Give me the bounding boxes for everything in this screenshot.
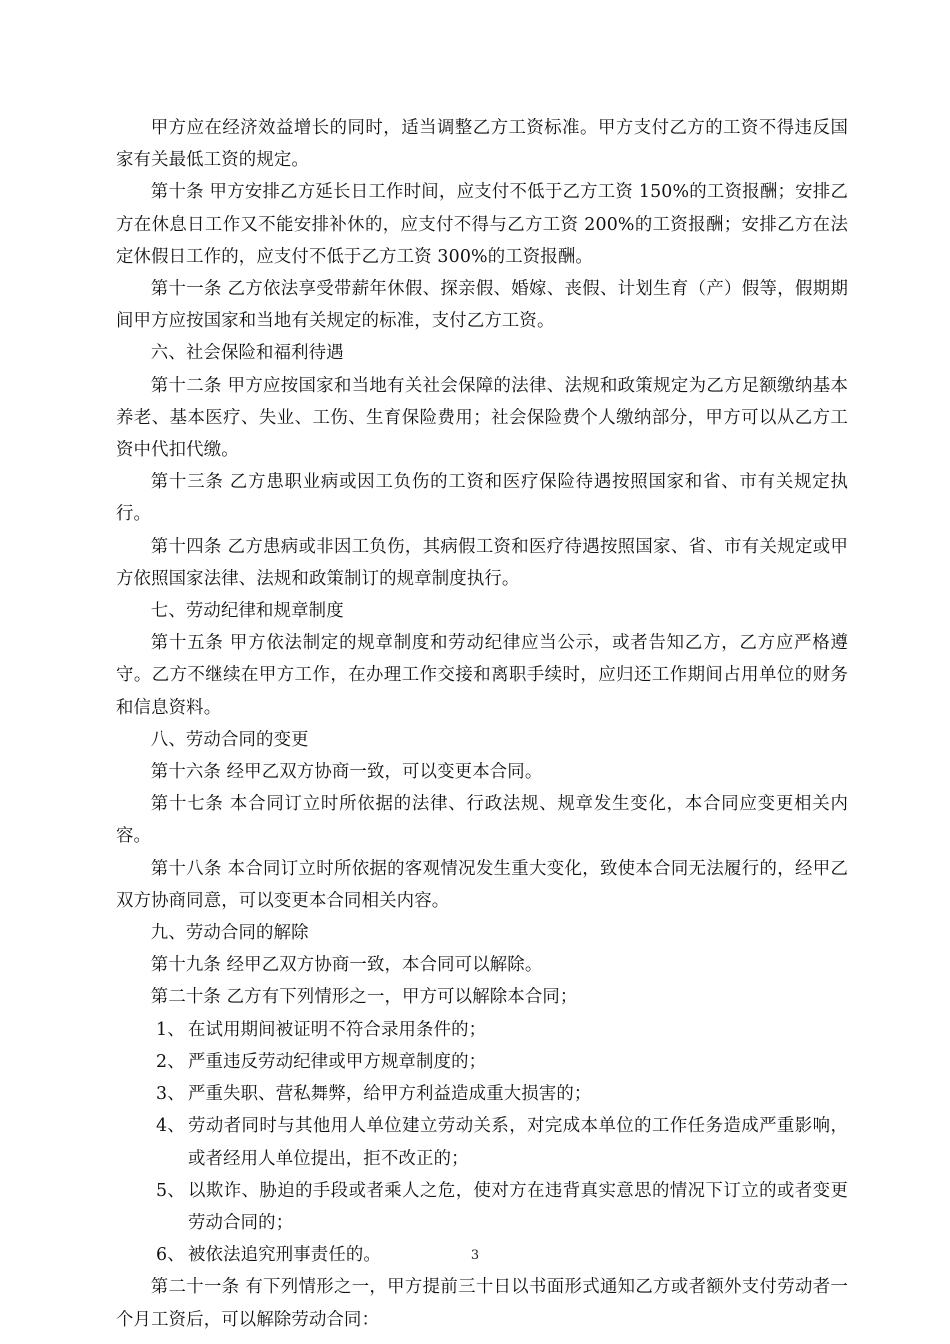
list-item-text: 严重违反劳动纪律或甲方规章制度的；	[188, 1051, 487, 1072]
paragraph-article-20: 第二十条 乙方有下列情形之一，甲方可以解除本合同；	[150, 987, 578, 1008]
section-heading-contract-termination: 九、劳动合同的解除	[150, 923, 309, 944]
paragraph-article-18: 第十八条 本合同订立时所依据的客观情况发生重大变化，致使本合同无法履行的，经甲乙双方协商同意，可以变更本合同相关内容。	[116, 858, 848, 911]
list-item	[116, 1046, 848, 1078]
list-item-text: 严重失职、营私舞弊，给甲方利益造成重大损害的；	[188, 1084, 592, 1105]
paragraph-article-14: 第十四条 乙方患病或非因工负伤，其病假工资和医疗待遇按照国家、省、市有关规定或甲方依照国家法律、法规和政策制订的规章制度执行。	[116, 536, 848, 589]
section-heading-contract-change: 八、劳动合同的变更	[150, 729, 309, 750]
paragraph-article-16: 第十六条 经甲乙双方协商一致，可以变更本合同。	[150, 762, 543, 783]
paragraph-article-10: 第十条 甲方安排乙方延长日工作时间，应支付不低于乙方工资 150%的工资报酬；安排乙方在休息日工作又不能安排补休的，应支付不得与乙方工资 200%的工资报酬；安排乙方在法定休假日工作的，应支付不低于乙方工资 300%的工资报酬。	[116, 182, 848, 267]
paragraph-article-12: 第十二条 甲方应按国家和当地有关社会保障的法律、法规和政策规定为乙方足额缴纳基本养老、基本医疗、失业、工伤、生育保险费用；社会保险费个人缴纳部分，甲方可以从乙方工资中代扣代缴。	[116, 375, 848, 461]
list-item-number: 1、	[156, 1019, 185, 1040]
paragraph-article-17: 第十七条 本合同订立时所依据的法律、行政法规、规章发生变化，本合同应变更相关内容。	[116, 794, 848, 847]
list-item-text: 以欺诈、胁迫的手段或者乘人之危，使对方在违背真实意思的情况下订立的或者变更劳动合同的；	[188, 1180, 848, 1233]
list-item-number: 6、	[156, 1245, 185, 1266]
paragraph-wage-adjustment: 甲方应在经济效益增长的同时，适当调整乙方工资标准。甲方支付乙方的工资不得违反国家有关最低工资的规定。	[116, 118, 848, 171]
paragraph-article-13: 第十三条 乙方患职业病或因工负伤的工资和医疗保险待遇按照国家和省、市有关规定执行。	[116, 472, 848, 525]
list-item-number: 4、	[156, 1116, 185, 1137]
list-item-number: 2、	[156, 1051, 185, 1072]
list-item	[116, 1078, 848, 1110]
document-body	[116, 112, 848, 1336]
section-heading-labor-discipline: 七、劳动纪律和规章制度	[150, 601, 344, 622]
list-item-text: 在试用期间被证明不符合录用条件的；	[188, 1019, 487, 1040]
list-item	[116, 1014, 848, 1046]
paragraph-article-21: 第二十一条 有下列情形之一，甲方提前三十日以书面形式通知乙方或者额外支付劳动者一个月工资后，可以解除劳动合同：	[116, 1277, 848, 1330]
list-item	[116, 1110, 848, 1174]
list-item	[116, 1175, 848, 1239]
list-item-text: 劳动者同时与其他用人单位建立劳动关系，对完成本单位的工作任务造成严重影响，或者经用人单位提出，拒不改正的；	[188, 1116, 848, 1169]
paragraph-article-11: 第十一条 乙方依法享受带薪年休假、探亲假、婚嫁、丧假、计划生育（产）假等，假期期间甲方应按国家和当地有关规定的标准，支付乙方工资。	[116, 279, 848, 332]
section-heading-social-insurance: 六、社会保险和福利待遇	[150, 343, 344, 364]
list-item-number: 3、	[156, 1084, 185, 1105]
page-number: 3	[470, 1248, 480, 1263]
paragraph-article-19: 第十九条 经甲乙双方协商一致，本合同可以解除。	[150, 955, 543, 976]
list-item-text: 被依法追究刑事责任的。	[188, 1245, 381, 1266]
list-item-number: 5、	[156, 1180, 185, 1201]
paragraph-article-15: 第十五条 甲方依法制定的规章制度和劳动纪律应当公示，或者告知乙方，乙方应严格遵守。乙方不继续在甲方工作，在办理工作交接和离职手续时，应归还工作期间占用单位的财务和信息资料。	[116, 633, 848, 718]
